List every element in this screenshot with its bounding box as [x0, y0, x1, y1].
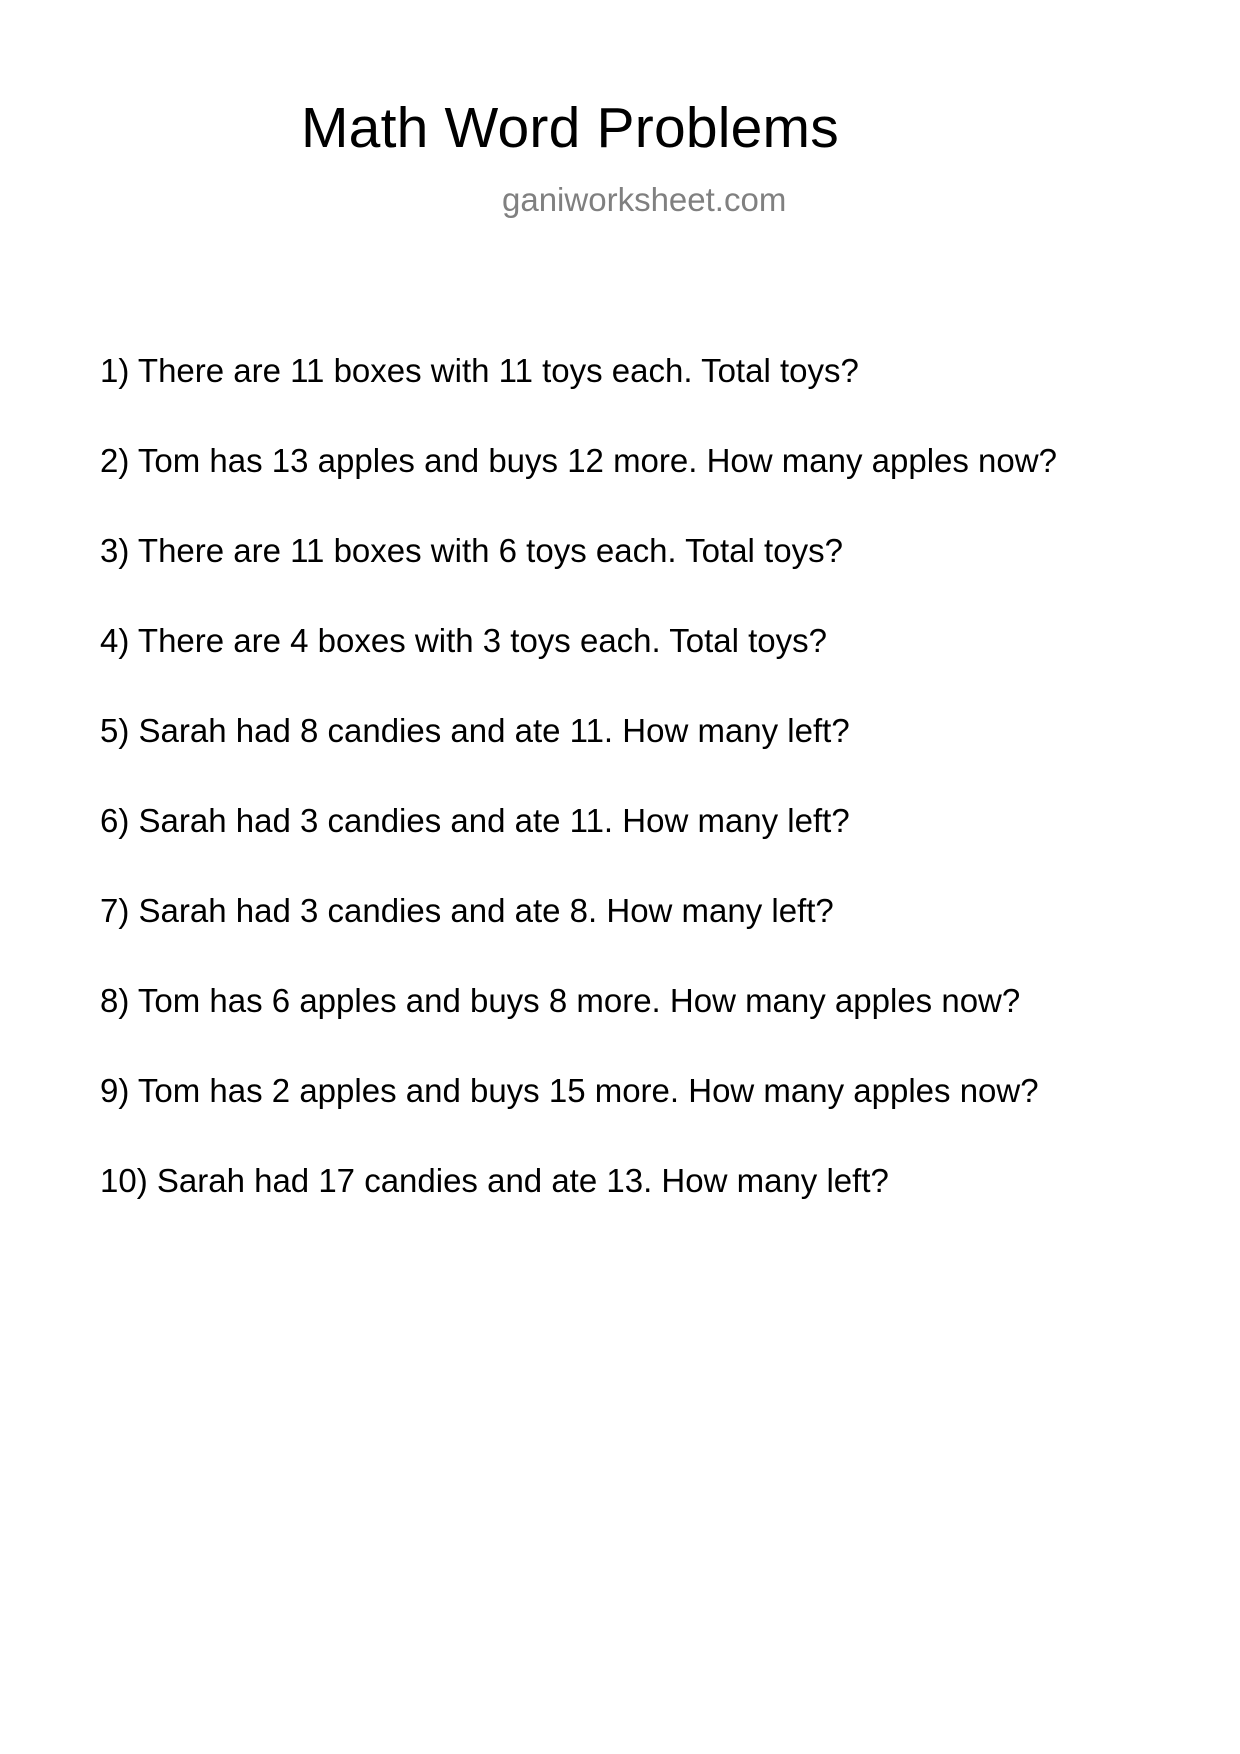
- problem-item: 2) Tom has 13 apples and buys 12 more. How many apples now?: [100, 442, 1057, 479]
- problem-item: 10) Sarah had 17 candies and ate 13. How many left?: [100, 1162, 889, 1199]
- problem-list: [100, 352, 1057, 1252]
- problem-item: 7) Sarah had 3 candies and ate 8. How many left?: [100, 892, 834, 929]
- problem-item: 5) Sarah had 8 candies and ate 11. How many left?: [100, 712, 850, 749]
- problem-item: 1) There are 11 boxes with 11 toys each. Total toys?: [100, 352, 859, 389]
- problem-item: 4) There are 4 boxes with 3 toys each. Total toys?: [100, 622, 828, 659]
- page-title: Math Word Problems: [301, 96, 839, 160]
- problem-item: 9) Tom has 2 apples and buys 15 more. How many apples now?: [100, 1072, 1039, 1109]
- problem-item: 3) There are 11 boxes with 6 toys each. Total toys?: [100, 532, 843, 569]
- problem-item: 8) Tom has 6 apples and buys 8 more. How many apples now?: [100, 982, 1021, 1019]
- site-name: ganiworksheet.com: [502, 181, 787, 218]
- problem-item: 6) Sarah had 3 candies and ate 11. How many left?: [100, 802, 850, 839]
